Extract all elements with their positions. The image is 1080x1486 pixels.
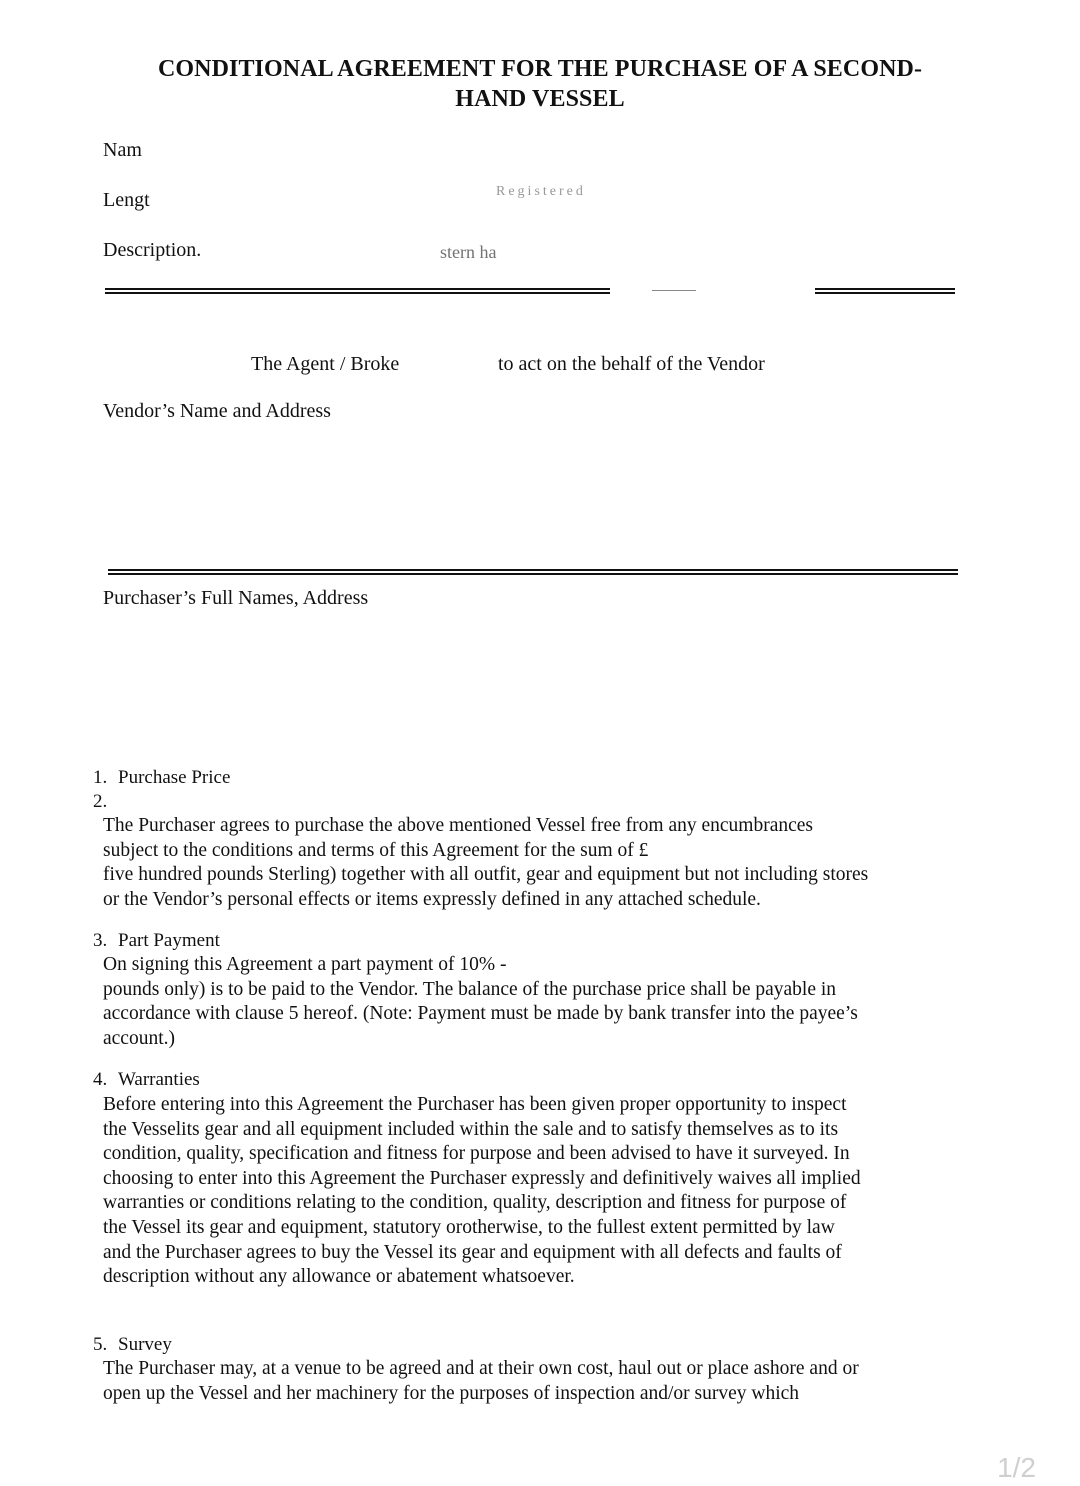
title-line-2: HAND VESSEL (455, 86, 625, 112)
vessel-name-label: Nam (103, 139, 142, 161)
double-rule-2 (108, 569, 958, 575)
clause-4-text: Before entering into this Agreement the Purchaser has been given proper opportunity to inspect the Vesselits gear and all equipment included within the sale and to satisfy themselves as to its condition, quality, specification and fitness for purpose and been advised to have it surveyed. In choosing to enter into this Agreement the Purchaser expressly and definitively waives all implied warranties or conditions relating to the condition, quality, description and fitness for purpose of the Vessel its gear and equipment, statutory orotherwise, to the fullest extent permitted by law and the Purchaser agrees to buy the Vessel its gear and equipment with all defects and faults of description without any allowance or abatement whatsoever. (103, 1094, 861, 1288)
registered-fragment: Registered (496, 184, 586, 199)
clause-2-number: 2. (93, 791, 108, 812)
double-rule-1-right (815, 288, 955, 294)
clause-5-number: 5. (93, 1334, 108, 1355)
purchaser-names-address-label: Purchaser’s Full Names, Address (103, 587, 369, 609)
double-rule-1-fragment (652, 290, 696, 291)
clause-3-number: 3. (93, 930, 108, 951)
agent-broker-label: The Agent / Broke (251, 353, 400, 375)
clause-5-heading: Survey (118, 1334, 172, 1355)
vessel-description-label: Description. (103, 239, 202, 261)
title-line-1: CONDITIONAL AGREEMENT FOR THE PURCHASE OF A SECOND- (157, 56, 923, 82)
clause-4-heading: Warranties (118, 1069, 200, 1090)
clause-1-number: 1. (93, 767, 108, 788)
vessel-length-label: Lengt (103, 189, 150, 211)
document-title (100, 54, 980, 114)
clause-1-text: The Purchaser agrees to purchase the above mentioned Vessel free from any encumbrances subject to the conditions and terms of this Agreement for the sum of £ five hundred pounds Sterling) together with all outfit, gear and equipment but not including stores or the Vendor’s personal effects or items expressly defined in any attached schedule. (103, 815, 869, 910)
stern-fragment: stern ha (440, 242, 497, 262)
clause-5-text: The Purchaser may, at a venue to be agreed and at their own cost, haul out or place ashore and or open up the Vessel and her machinery for the purposes of inspection and/or survey which (103, 1358, 859, 1404)
agent-broker-role: to act on the behalf of the Vendor (498, 353, 765, 375)
clause-4-number: 4. (93, 1069, 108, 1090)
clause-3-heading: Part Payment (118, 930, 220, 951)
vendor-name-address-label: Vendor’s Name and Address (103, 400, 331, 422)
clause-1-heading: Purchase Price (118, 767, 231, 788)
double-rule-1-left (105, 288, 610, 294)
clause-3-text: On signing this Agreement a part payment of 10% - pounds only) is to be paid to the Vendor. The balance of the purchase price shall be payable in accordance with clause 5 hereof. (Note: Payment must be made by bank transfer into the payee’s account.) (103, 954, 858, 1049)
page-number: 1/2 (997, 1452, 1036, 1483)
